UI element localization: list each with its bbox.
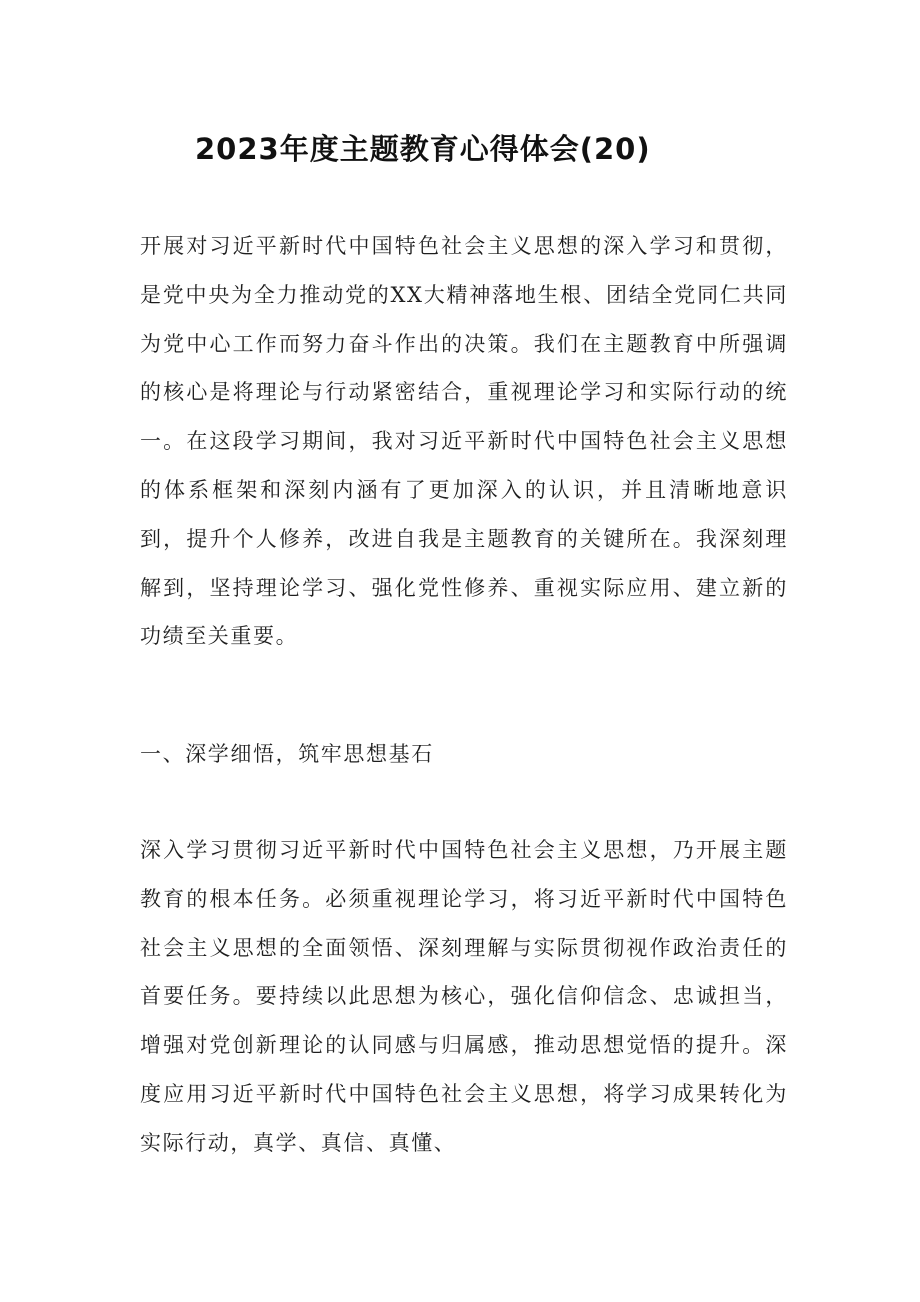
paragraph-section-1: 深入学习贯彻习近平新时代中国特色社会主义思想，乃开展主题教育的根本任务。必须重视理论学习，将习近平新时代中国特色社会主义思想的全面领悟、深刻理解与实际贯彻视作政治责任的首要任务。要持续以此思想为核心，强化信仰信念、忠诚担当，增强对党创新理论的认同感与归属感，推动思想觉悟的提升。深度应用习近平新时代中国特色社会主义思想，将学习成果转化为实际行动，真学、真信、真懂、 [140,838,788,1155]
document-title: 2023年度主题教育心得体会(20) [195,132,651,166]
section-heading-1: 一、深学细悟，筑牢思想基石 [140,742,434,766]
paragraph-intro: 开展对习近平新时代中国特色社会主义思想的深入学习和贯彻，是党中央为全力推动党的XX大精神落地生根、团结全党同仁共同为党中心工作而努力奋斗作出的决策。我们在主题教育中所强调的核心是将理论与行动紧密结合，重视理论学习和实际行动的统一。在这段学习期间，我对习近平新时代中国特色社会主义思想的体系框架和深刻内涵有了更加深入的认识，并且清晰地意识到，提升个人修养，改进自我是主题教育的关键所在。我深刻理解到，坚持理论学习、强化党性修养、重视实际应用、建立新的功绩至关重要。 [140,234,788,649]
